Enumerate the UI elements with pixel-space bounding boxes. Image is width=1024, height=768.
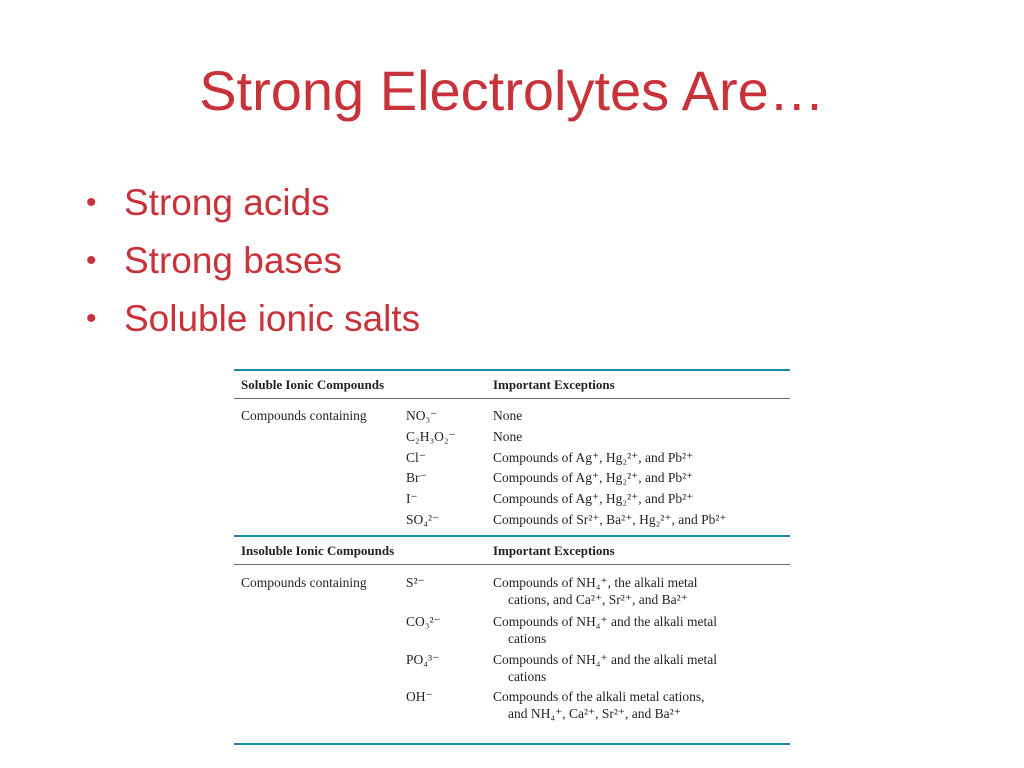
exception-cell: Compounds of NH₄⁺ and the alkali metal [493, 614, 718, 629]
ion-cell: NO₃⁻ [406, 408, 438, 423]
ion-cell: SO₄²⁻ [406, 512, 440, 527]
exception-cell-continued: cations, and Ca²⁺, Sr²⁺, and Ba²⁺ [508, 592, 688, 607]
exception-cell: Compounds of Sr²⁺, Ba²⁺, Hg₂²⁺, and Pb²⁺ [493, 512, 727, 527]
insoluble-body [234, 565, 790, 745]
exception-cell: Compounds of NH₄⁺, the alkali metal [493, 575, 698, 590]
bullet-soluble-ionic-salts: • Soluble ionic salts [84, 292, 420, 350]
soluble-header-row [234, 369, 790, 399]
exception-cell: Compounds of Ag⁺, Hg₂²⁺, and Pb²⁺ [493, 450, 694, 465]
exception-cell: Compounds of Ag⁺, Hg₂²⁺, and Pb²⁺ [493, 470, 694, 485]
soluble-lead-label: Compounds containing [241, 408, 367, 423]
exception-cell: None [493, 429, 523, 444]
exception-cell-continued: cations [508, 631, 547, 646]
ion-cell: PO₄³⁻ [406, 652, 440, 667]
bullet-strong-bases: • Strong bases [84, 234, 420, 292]
ion-cell: C₂H₃O₂⁻ [406, 429, 456, 444]
ion-cell: OH⁻ [406, 689, 433, 704]
ion-cell: Br⁻ [406, 470, 427, 485]
exception-cell-continued: cations [508, 669, 547, 684]
insoluble-compounds-header: Insoluble Ionic Compounds [241, 543, 395, 558]
bullet-strong-acids: • Strong acids [84, 176, 420, 234]
exception-cell: Compounds of NH₄⁺ and the alkali metal [493, 652, 718, 667]
ion-cell: S²⁻ [406, 575, 425, 590]
exception-cell: None [493, 408, 523, 423]
exception-cell: Compounds of Ag⁺, Hg₂²⁺, and Pb²⁺ [493, 491, 694, 506]
exception-cell-continued: and NH₄⁺, Ca²⁺, Sr²⁺, and Ba²⁺ [508, 706, 681, 721]
soluble-compounds-header: Soluble Ionic Compounds [241, 377, 385, 392]
soluble-exceptions-header: Important Exceptions [493, 377, 615, 392]
ion-cell: Cl⁻ [406, 450, 426, 465]
exception-cell: Compounds of the alkali metal cations, [493, 689, 705, 704]
solubility-table [234, 369, 790, 745]
ion-cell: CO₃²⁻ [406, 614, 441, 629]
ion-cell: I⁻ [406, 491, 418, 506]
bullet-list [84, 176, 420, 350]
insoluble-header-row [234, 535, 790, 565]
soluble-body [234, 399, 790, 535]
insoluble-lead-label: Compounds containing [241, 575, 367, 590]
slide-title: Strong Electrolytes Are… [199, 59, 825, 122]
insoluble-exceptions-header: Important Exceptions [493, 543, 615, 558]
